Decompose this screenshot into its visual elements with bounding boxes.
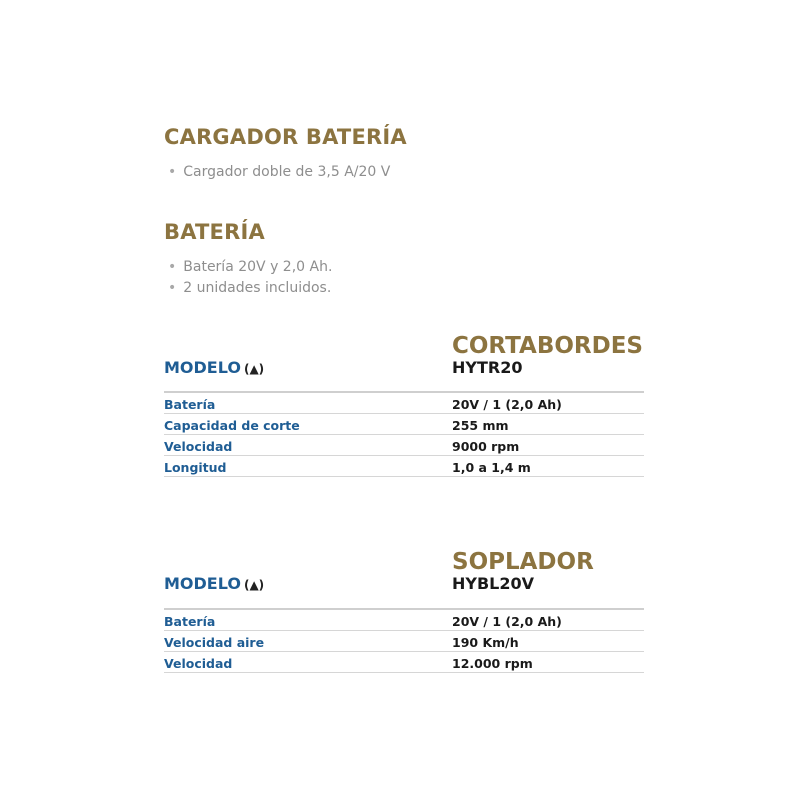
model-code: HYBL20V bbox=[452, 574, 535, 593]
spec-rows bbox=[164, 608, 644, 673]
spec-value: 255 mm bbox=[452, 418, 509, 433]
table-row bbox=[164, 435, 644, 456]
battery-title: BATERÍA bbox=[164, 220, 265, 244]
table-row bbox=[164, 652, 644, 673]
spec-label: Batería bbox=[164, 397, 216, 412]
modelo-label: MODELO (▲) bbox=[164, 574, 265, 593]
spec-label: Batería bbox=[164, 614, 216, 629]
bullet-icon: • bbox=[168, 164, 177, 180]
spec-rows bbox=[164, 391, 644, 477]
bullet-icon: • bbox=[168, 259, 177, 275]
spec-value: 1,0 a 1,4 m bbox=[452, 460, 531, 475]
spec-value: 20V / 1 (2,0 Ah) bbox=[452, 614, 562, 629]
table-row bbox=[164, 456, 644, 477]
table-row bbox=[164, 393, 644, 414]
spec-label: Velocidad bbox=[164, 656, 233, 671]
charger-list bbox=[168, 162, 390, 183]
table-row bbox=[164, 610, 644, 631]
spec-value: 20V / 1 (2,0 Ah) bbox=[452, 397, 562, 412]
triangle-icon: (▲) bbox=[243, 362, 265, 376]
charger-title: CARGADOR BATERÍA bbox=[164, 125, 407, 149]
list-item: • Batería 20V y 2,0 Ah. bbox=[168, 259, 333, 275]
table-row bbox=[164, 631, 644, 652]
modelo-label: MODELO (▲) bbox=[164, 358, 265, 377]
spec-value: 9000 rpm bbox=[452, 439, 520, 454]
triangle-icon: (▲) bbox=[243, 578, 265, 592]
battery-list bbox=[168, 257, 332, 299]
spec-label: Velocidad aire bbox=[164, 635, 265, 650]
list-item: • Cargador doble de 3,5 A/20 V bbox=[168, 164, 391, 180]
spec-value: 190 Km/h bbox=[452, 635, 519, 650]
list-item: • 2 unidades incluidos. bbox=[168, 280, 332, 296]
product-name: CORTABORDES bbox=[452, 333, 643, 359]
spec-label: Velocidad bbox=[164, 439, 233, 454]
table-row bbox=[164, 414, 644, 435]
bullet-icon: • bbox=[168, 280, 177, 296]
spec-label: Longitud bbox=[164, 460, 227, 475]
model-code: HYTR20 bbox=[452, 358, 523, 377]
spec-value: 12.000 rpm bbox=[452, 656, 533, 671]
product-name: SOPLADOR bbox=[452, 549, 594, 575]
spec-label: Capacidad de corte bbox=[164, 418, 300, 433]
